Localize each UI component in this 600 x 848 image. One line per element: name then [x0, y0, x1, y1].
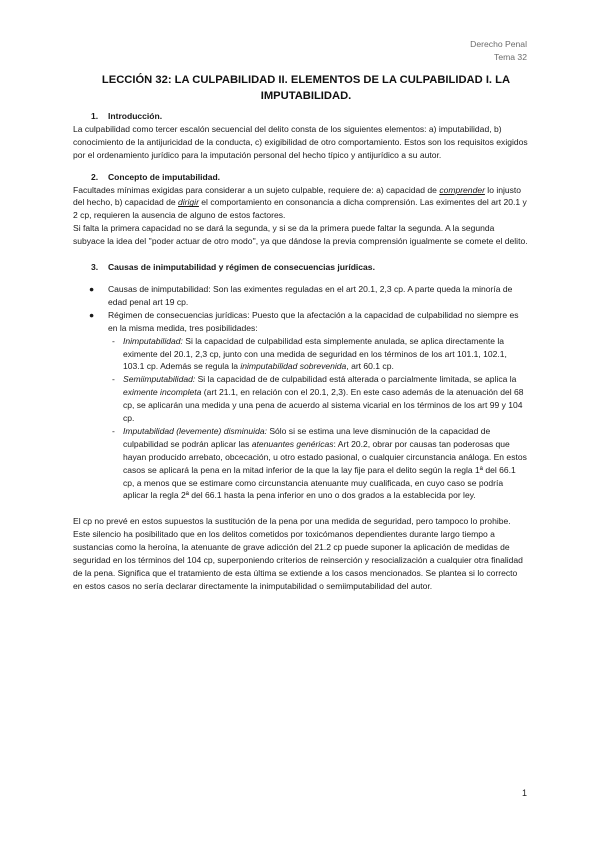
text-run: Facultades mínimas exigidas para considerar a un sujeto culpable, requiere de: a) capacidad de [73, 184, 440, 195]
header-topic: Tema 32 [494, 51, 527, 62]
sub-item-title: Inimputabilidad: [123, 335, 183, 346]
emphasis-text: atenuantes genéricas [251, 438, 334, 449]
bullet-text: Régimen de consecuencias jurídicas: Puesto que la afectación a la capacidad de culpabilidad no siempre es en la misma medida, tres posibilidades: [108, 309, 519, 333]
list-item [73, 283, 528, 309]
section-2-paragraph-2: Si falta la primera capacidad no se dará la segunda, y si se da la primera puede faltar la segunda. A la segunda subyace la idea del ''poder actuar de otro modo'', ya que dándose la previa comprensión igualmente se comete el delito. [73, 223, 528, 247]
section-1-heading [73, 110, 528, 123]
section-number: 2. [91, 171, 99, 182]
section-number: 3. [91, 262, 99, 273]
section-3-heading [73, 261, 528, 274]
text-run: Si la capacidad de culpabilidad esta simplemente anulada, se aplica directamente la eximente del 20.1, 2,3 cp, junto con una medida de seguridad en los términos de los art 101.1, 102.1, 103.1 cp. Además se regula la [123, 335, 507, 372]
text-run: el comportamiento en consonancia a dicha comprensión. Las eximentes del art 20.1 y 2 cp, requieren la ausencia de alguno de estos factores. [73, 197, 527, 221]
document-body [73, 110, 528, 593]
section-title: Introducción. [108, 111, 163, 121]
bullet-text: Causas de inimputabilidad: Son las eximentes reguladas en el art 20.1, 2,3 cp. A parte queda la minoría de edad penal art 19 cp. [108, 283, 513, 307]
sub-list [108, 335, 528, 503]
text-run: Si la capacidad de de culpabilidad está alterada o parcialmente limitada, se aplica la [195, 374, 517, 385]
section-title: Causas de inimputabilidad y régimen de consecuencias jurídicas. [108, 262, 375, 273]
dash-icon: - [112, 374, 115, 385]
page-number: 1 [521, 788, 527, 798]
dash-icon: - [112, 335, 115, 346]
sub-item-title: Imputabilidad (levemente) disminuida: [123, 425, 267, 436]
emphasis-text: inimputabilidad sobrevenida [240, 361, 347, 372]
text-run: lo injusto del hecho, b) capacidad de [73, 184, 522, 208]
page-header [470, 38, 527, 63]
section-title: Concepto de imputabilidad. [108, 171, 221, 182]
text-run: (art 21.1, en relación con el 20.1, 2,3). En este caso además de la atenuación del 68 cp, se aplicarán una medida y una pena de acuerdo al sistema vicarial en los términos de los art 99 y 104 cp. [123, 387, 524, 424]
dash-icon: - [112, 425, 115, 436]
sub-list-item [108, 425, 528, 502]
section-2-paragraph-1 [73, 184, 528, 223]
section-number: 1. [91, 111, 99, 121]
emphasis-text: eximente incompleta [123, 387, 202, 398]
list-item [73, 309, 528, 503]
closing-paragraph: El cp no prevé en estos supuestos la sustitución de la pena por una medida de seguridad, pero tampoco lo prohibe. Este silencio ha posibilitado que en los delitos cometidos por toxicómanos dependientes durante largo tiempo a sustancias como la heroína, la atenuante de grave adicción del 21.2 cp puede suponer la aplicación de medidas de seguridad en los términos del 104 cp, superponiendo criterios de reinserción y resocialización a cualquier otra finalidad de la pena. Significa que el tratamiento de esta última se extiende a los casos mencionados. Se plantea si lo correcto en estos casos no sería declarar directamente la inimputabilidad o semiimputabilidad del autor. [73, 516, 523, 591]
sub-list-item [108, 335, 528, 374]
emphasis-dirigir: dirigir [178, 197, 199, 208]
text-run: , art 60.1 cp. [346, 361, 394, 372]
sub-list-item [108, 373, 528, 425]
sub-item-title: Semiimputabilidad: [123, 374, 196, 385]
text-run: : Art 20.2, obrar por causas tan poderosas que hayan producido arrebato, obcecación, u otro estado pasional, o cualquier circunstancia análoga. En estos casos se aplicará la pena en la mitad inferior de la que la lay fije para el delito según la regla 1ª del 66.1 cp, a menos que se estimare como circunstancia atenuante muy cualificada, en cuyo caso se podría aplicar la regla 2ª del 66.1 hasta la pena inferior en uno o dos grados a la establecida por ley. [123, 438, 527, 501]
emphasis-comprender: comprender [439, 184, 485, 195]
lesson-title: LECCIÓN 32: LA CULPABILIDAD II. ELEMENTOS DE LA CULPABILIDAD I. LA IMPUTABILIDAD. [101, 74, 511, 102]
header-course: Derecho Penal [470, 39, 527, 49]
section-1-paragraph: La culpabilidad como tercer escalón secuencial del delito consta de los siguientes elementos: a) imputabilidad, b) conocimiento de la antijuricidad de la conducta, c) exigibilidad de otro comportamiento. Estos son los requisitos exigidos por el ordenamiento jurídico para la imputación personal del hecho típico y antijurídico a su autor. [73, 123, 528, 160]
bullet-icon: ● [89, 283, 95, 294]
bullet-list [73, 283, 528, 502]
text-run: Sólo si se estima una leve disminución de la capacidad de culpabilidad se podrán aplicar las [123, 425, 491, 449]
bullet-icon: ● [89, 309, 95, 320]
section-2-heading [73, 171, 528, 184]
